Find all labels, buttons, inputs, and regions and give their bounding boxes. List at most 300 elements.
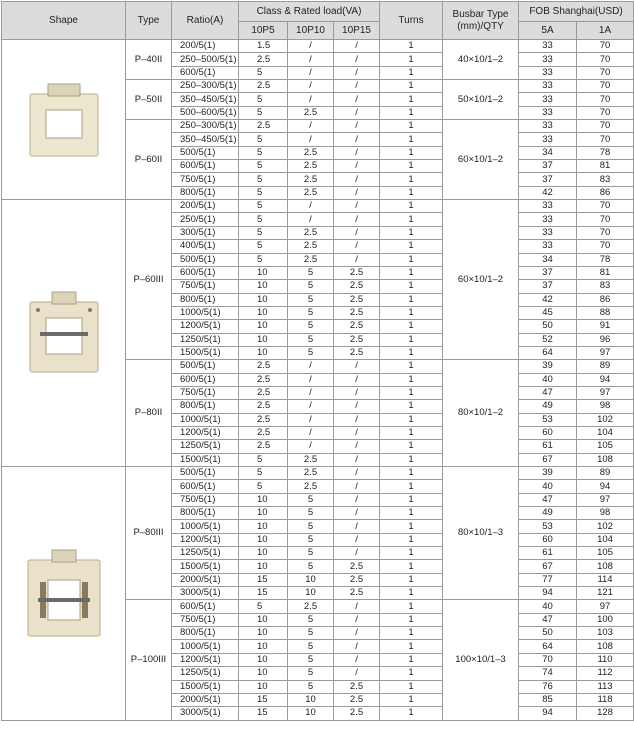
ratio-cell: 600/5(1) bbox=[172, 480, 239, 493]
ratio-cell: 1250/5(1) bbox=[172, 440, 239, 453]
turns-cell: 1 bbox=[380, 93, 443, 106]
turns-cell: 1 bbox=[380, 346, 443, 359]
fob-5a-cell: 33 bbox=[519, 226, 577, 239]
class-10p10-cell: 5 bbox=[288, 493, 334, 506]
class-10p5-cell: 5 bbox=[239, 93, 288, 106]
turns-cell: 1 bbox=[380, 400, 443, 413]
class-10p15-cell: / bbox=[334, 40, 380, 53]
class-10p15-cell: / bbox=[334, 533, 380, 546]
shape-image-cell bbox=[2, 200, 126, 467]
fob-5a-cell: 39 bbox=[519, 360, 577, 373]
class-10p10-cell: 2.5 bbox=[288, 480, 334, 493]
class-10p15-cell: 2.5 bbox=[334, 293, 380, 306]
fob-1a-cell: 105 bbox=[577, 547, 634, 560]
class-10p5-cell: 10 bbox=[239, 266, 288, 279]
turns-cell: 1 bbox=[380, 200, 443, 213]
fob-5a-cell: 67 bbox=[519, 560, 577, 573]
class-10p15-cell: / bbox=[334, 426, 380, 439]
class-10p10-cell: 2.5 bbox=[288, 253, 334, 266]
class-10p10-cell: / bbox=[288, 40, 334, 53]
ratio-cell: 300/5(1) bbox=[172, 226, 239, 239]
ct-small-image bbox=[2, 72, 125, 167]
class-10p5-cell: 10 bbox=[239, 333, 288, 346]
ratio-cell: 3000/5(1) bbox=[172, 587, 239, 600]
class-10p10-cell: 5 bbox=[288, 333, 334, 346]
table-row bbox=[2, 40, 634, 53]
class-10p15-cell: / bbox=[334, 493, 380, 506]
fob-5a-cell: 37 bbox=[519, 280, 577, 293]
class-10p15-cell: / bbox=[334, 106, 380, 119]
class-10p10-cell: / bbox=[288, 400, 334, 413]
class-10p10-cell: / bbox=[288, 213, 334, 226]
turns-cell: 1 bbox=[380, 186, 443, 199]
class-10p5-cell: 5 bbox=[239, 133, 288, 146]
fob-5a-cell: 42 bbox=[519, 293, 577, 306]
class-10p15-cell: / bbox=[334, 226, 380, 239]
class-10p5-cell: 10 bbox=[239, 613, 288, 626]
class-10p15-cell: / bbox=[334, 213, 380, 226]
fob-1a-cell: 96 bbox=[577, 333, 634, 346]
class-10p15-cell: 2.5 bbox=[334, 680, 380, 693]
fob-5a-cell: 94 bbox=[519, 587, 577, 600]
class-10p10-cell: 5 bbox=[288, 547, 334, 560]
class-10p15-cell: / bbox=[334, 160, 380, 173]
header-10p5: 10P5 bbox=[239, 22, 288, 40]
fob-5a-cell: 67 bbox=[519, 453, 577, 466]
turns-cell: 1 bbox=[380, 373, 443, 386]
header-type: Type bbox=[126, 2, 172, 40]
fob-1a-cell: 98 bbox=[577, 400, 634, 413]
turns-cell: 1 bbox=[380, 426, 443, 439]
fob-5a-cell: 50 bbox=[519, 627, 577, 640]
ratio-cell: 1250/5(1) bbox=[172, 333, 239, 346]
fob-1a-cell: 98 bbox=[577, 507, 634, 520]
fob-5a-cell: 33 bbox=[519, 200, 577, 213]
fob-5a-cell: 37 bbox=[519, 160, 577, 173]
turns-cell: 1 bbox=[380, 173, 443, 186]
fob-5a-cell: 42 bbox=[519, 186, 577, 199]
ratio-cell: 3000/5(1) bbox=[172, 707, 239, 720]
fob-1a-cell: 97 bbox=[577, 386, 634, 399]
fob-5a-cell: 52 bbox=[519, 333, 577, 346]
fob-1a-cell: 70 bbox=[577, 80, 634, 93]
turns-cell: 1 bbox=[380, 40, 443, 53]
ratio-cell: 500/5(1) bbox=[172, 360, 239, 373]
class-10p10-cell: 2.5 bbox=[288, 160, 334, 173]
class-10p15-cell: / bbox=[334, 200, 380, 213]
class-10p10-cell: 2.5 bbox=[288, 240, 334, 253]
class-10p15-cell: / bbox=[334, 400, 380, 413]
turns-cell: 1 bbox=[380, 707, 443, 720]
ratio-cell: 250–300/5(1) bbox=[172, 80, 239, 93]
fob-1a-cell: 97 bbox=[577, 346, 634, 359]
class-10p5-cell: 5 bbox=[239, 253, 288, 266]
ratio-cell: 800/5(1) bbox=[172, 507, 239, 520]
class-10p5-cell: 2.5 bbox=[239, 373, 288, 386]
class-10p15-cell: 2.5 bbox=[334, 560, 380, 573]
ratio-cell: 800/5(1) bbox=[172, 627, 239, 640]
class-10p15-cell: / bbox=[334, 667, 380, 680]
class-10p5-cell: 10 bbox=[239, 280, 288, 293]
turns-cell: 1 bbox=[380, 693, 443, 706]
fob-1a-cell: 102 bbox=[577, 413, 634, 426]
fob-1a-cell: 94 bbox=[577, 480, 634, 493]
class-10p5-cell: 10 bbox=[239, 547, 288, 560]
turns-cell: 1 bbox=[380, 587, 443, 600]
class-10p10-cell: / bbox=[288, 440, 334, 453]
turns-cell: 1 bbox=[380, 360, 443, 373]
ratio-cell: 1200/5(1) bbox=[172, 426, 239, 439]
fob-1a-cell: 104 bbox=[577, 426, 634, 439]
fob-5a-cell: 33 bbox=[519, 120, 577, 133]
turns-cell: 1 bbox=[380, 106, 443, 119]
turns-cell: 1 bbox=[380, 520, 443, 533]
table-row bbox=[2, 467, 634, 480]
fob-1a-cell: 70 bbox=[577, 106, 634, 119]
ratio-cell: 1500/5(1) bbox=[172, 680, 239, 693]
class-10p15-cell: 2.5 bbox=[334, 306, 380, 319]
header-class-load: Class & Rated load(VA) bbox=[239, 2, 380, 22]
turns-cell: 1 bbox=[380, 146, 443, 159]
busbar-cell: 60×10/1–2 bbox=[443, 200, 519, 360]
class-10p5-cell: 5 bbox=[239, 240, 288, 253]
class-10p15-cell: / bbox=[334, 640, 380, 653]
class-10p5-cell: 10 bbox=[239, 560, 288, 573]
fob-5a-cell: 33 bbox=[519, 80, 577, 93]
turns-cell: 1 bbox=[380, 280, 443, 293]
shape-image-cell bbox=[2, 40, 126, 200]
turns-cell: 1 bbox=[380, 333, 443, 346]
fob-5a-cell: 33 bbox=[519, 240, 577, 253]
fob-1a-cell: 97 bbox=[577, 493, 634, 506]
busbar-cell: 100×10/1–3 bbox=[443, 600, 519, 720]
class-10p15-cell: / bbox=[334, 66, 380, 79]
class-10p15-cell: / bbox=[334, 386, 380, 399]
turns-cell: 1 bbox=[380, 133, 443, 146]
fob-1a-cell: 97 bbox=[577, 600, 634, 613]
fob-5a-cell: 53 bbox=[519, 413, 577, 426]
turns-cell: 1 bbox=[380, 600, 443, 613]
ratio-cell: 250–300/5(1) bbox=[172, 120, 239, 133]
class-10p5-cell: 2.5 bbox=[239, 53, 288, 66]
class-10p5-cell: 5 bbox=[239, 200, 288, 213]
turns-cell: 1 bbox=[380, 413, 443, 426]
class-10p5-cell: 2.5 bbox=[239, 400, 288, 413]
fob-1a-cell: 78 bbox=[577, 146, 634, 159]
fob-5a-cell: 33 bbox=[519, 53, 577, 66]
fob-5a-cell: 45 bbox=[519, 306, 577, 319]
class-10p5-cell: 5 bbox=[239, 226, 288, 239]
fob-1a-cell: 78 bbox=[577, 253, 634, 266]
fob-1a-cell: 108 bbox=[577, 453, 634, 466]
fob-5a-cell: 61 bbox=[519, 547, 577, 560]
fob-1a-cell: 110 bbox=[577, 653, 634, 666]
ratio-cell: 250–500/5(1) bbox=[172, 53, 239, 66]
fob-1a-cell: 105 bbox=[577, 440, 634, 453]
class-10p10-cell: 5 bbox=[288, 280, 334, 293]
turns-cell: 1 bbox=[380, 386, 443, 399]
class-10p5-cell: 10 bbox=[239, 320, 288, 333]
fob-1a-cell: 70 bbox=[577, 240, 634, 253]
class-10p5-cell: 10 bbox=[239, 520, 288, 533]
busbar-cell: 60×10/1–2 bbox=[443, 120, 519, 200]
fob-5a-cell: 33 bbox=[519, 133, 577, 146]
class-10p10-cell: 5 bbox=[288, 266, 334, 279]
turns-cell: 1 bbox=[380, 66, 443, 79]
class-10p5-cell: 10 bbox=[239, 627, 288, 640]
fob-1a-cell: 104 bbox=[577, 533, 634, 546]
fob-1a-cell: 91 bbox=[577, 320, 634, 333]
class-10p5-cell: 5 bbox=[239, 66, 288, 79]
ratio-cell: 1000/5(1) bbox=[172, 640, 239, 653]
class-10p5-cell: 5 bbox=[239, 186, 288, 199]
class-10p10-cell: 5 bbox=[288, 320, 334, 333]
class-10p15-cell: 2.5 bbox=[334, 280, 380, 293]
fob-5a-cell: 77 bbox=[519, 573, 577, 586]
class-10p10-cell: / bbox=[288, 386, 334, 399]
class-10p10-cell: 10 bbox=[288, 587, 334, 600]
fob-1a-cell: 70 bbox=[577, 120, 634, 133]
fob-1a-cell: 70 bbox=[577, 200, 634, 213]
class-10p5-cell: 2.5 bbox=[239, 386, 288, 399]
fob-1a-cell: 83 bbox=[577, 173, 634, 186]
ratio-cell: 1000/5(1) bbox=[172, 306, 239, 319]
class-10p5-cell: 2.5 bbox=[239, 80, 288, 93]
fob-1a-cell: 83 bbox=[577, 280, 634, 293]
class-10p10-cell: / bbox=[288, 120, 334, 133]
fob-5a-cell: 34 bbox=[519, 146, 577, 159]
class-10p5-cell: 1.5 bbox=[239, 40, 288, 53]
ratio-cell: 1200/5(1) bbox=[172, 320, 239, 333]
turns-cell: 1 bbox=[380, 120, 443, 133]
class-10p5-cell: 15 bbox=[239, 587, 288, 600]
ratio-cell: 500/5(1) bbox=[172, 146, 239, 159]
class-10p15-cell: / bbox=[334, 413, 380, 426]
class-10p10-cell: / bbox=[288, 373, 334, 386]
fob-5a-cell: 33 bbox=[519, 106, 577, 119]
fob-1a-cell: 113 bbox=[577, 680, 634, 693]
ratio-cell: 1250/5(1) bbox=[172, 667, 239, 680]
class-10p15-cell: / bbox=[334, 613, 380, 626]
class-10p10-cell: / bbox=[288, 93, 334, 106]
class-10p10-cell: 2.5 bbox=[288, 186, 334, 199]
ratio-cell: 750/5(1) bbox=[172, 493, 239, 506]
turns-cell: 1 bbox=[380, 53, 443, 66]
ratio-cell: 750/5(1) bbox=[172, 173, 239, 186]
fob-1a-cell: 81 bbox=[577, 266, 634, 279]
ratio-cell: 1500/5(1) bbox=[172, 560, 239, 573]
class-10p5-cell: 15 bbox=[239, 573, 288, 586]
fob-5a-cell: 33 bbox=[519, 93, 577, 106]
class-10p5-cell: 2.5 bbox=[239, 413, 288, 426]
ratio-cell: 1200/5(1) bbox=[172, 653, 239, 666]
fob-1a-cell: 112 bbox=[577, 667, 634, 680]
fob-1a-cell: 70 bbox=[577, 93, 634, 106]
class-10p15-cell: / bbox=[334, 440, 380, 453]
fob-5a-cell: 40 bbox=[519, 373, 577, 386]
class-10p15-cell: / bbox=[334, 653, 380, 666]
header-shape: Shape bbox=[2, 2, 126, 40]
class-10p10-cell: 5 bbox=[288, 507, 334, 520]
header-busbar: Busbar Type (mm)/QTY bbox=[443, 2, 519, 40]
fob-5a-cell: 94 bbox=[519, 707, 577, 720]
header-fob-5a: 5A bbox=[519, 22, 577, 40]
class-10p10-cell: / bbox=[288, 360, 334, 373]
fob-1a-cell: 81 bbox=[577, 160, 634, 173]
class-10p10-cell: 5 bbox=[288, 667, 334, 680]
class-10p15-cell: / bbox=[334, 80, 380, 93]
class-10p10-cell: 5 bbox=[288, 306, 334, 319]
header-10p15: 10P15 bbox=[334, 22, 380, 40]
class-10p5-cell: 5 bbox=[239, 213, 288, 226]
type-cell: P–50II bbox=[126, 80, 172, 120]
class-10p15-cell: / bbox=[334, 360, 380, 373]
class-10p15-cell: 2.5 bbox=[334, 587, 380, 600]
class-10p15-cell: 2.5 bbox=[334, 346, 380, 359]
class-10p5-cell: 15 bbox=[239, 693, 288, 706]
fob-1a-cell: 108 bbox=[577, 560, 634, 573]
class-10p15-cell: / bbox=[334, 600, 380, 613]
ratio-cell: 1000/5(1) bbox=[172, 520, 239, 533]
class-10p10-cell: 5 bbox=[288, 613, 334, 626]
fob-1a-cell: 118 bbox=[577, 693, 634, 706]
turns-cell: 1 bbox=[380, 573, 443, 586]
ratio-cell: 1000/5(1) bbox=[172, 413, 239, 426]
turns-cell: 1 bbox=[380, 560, 443, 573]
type-cell: P–60III bbox=[126, 200, 172, 360]
class-10p10-cell: / bbox=[288, 200, 334, 213]
fob-1a-cell: 70 bbox=[577, 226, 634, 239]
ratio-cell: 350–450/5(1) bbox=[172, 133, 239, 146]
turns-cell: 1 bbox=[380, 680, 443, 693]
turns-cell: 1 bbox=[380, 547, 443, 560]
ratio-cell: 600/5(1) bbox=[172, 266, 239, 279]
class-10p15-cell: / bbox=[334, 93, 380, 106]
fob-5a-cell: 37 bbox=[519, 173, 577, 186]
class-10p15-cell: / bbox=[334, 453, 380, 466]
class-10p5-cell: 10 bbox=[239, 493, 288, 506]
class-10p5-cell: 2.5 bbox=[239, 440, 288, 453]
class-10p5-cell: 2.5 bbox=[239, 360, 288, 373]
turns-cell: 1 bbox=[380, 493, 443, 506]
class-10p5-cell: 2.5 bbox=[239, 426, 288, 439]
ratio-cell: 800/5(1) bbox=[172, 186, 239, 199]
ratio-cell: 1250/5(1) bbox=[172, 547, 239, 560]
fob-5a-cell: 60 bbox=[519, 533, 577, 546]
type-cell: P–80III bbox=[126, 467, 172, 600]
fob-5a-cell: 74 bbox=[519, 667, 577, 680]
turns-cell: 1 bbox=[380, 467, 443, 480]
class-10p15-cell: / bbox=[334, 547, 380, 560]
class-10p15-cell: / bbox=[334, 120, 380, 133]
class-10p5-cell: 5 bbox=[239, 480, 288, 493]
class-10p10-cell: 2.5 bbox=[288, 600, 334, 613]
class-10p15-cell: 2.5 bbox=[334, 693, 380, 706]
busbar-cell: 50×10/1–2 bbox=[443, 80, 519, 120]
fob-5a-cell: 47 bbox=[519, 386, 577, 399]
header-fob: FOB Shanghai(USD) bbox=[519, 2, 634, 22]
class-10p5-cell: 10 bbox=[239, 667, 288, 680]
busbar-cell: 80×10/1–3 bbox=[443, 467, 519, 600]
fob-5a-cell: 40 bbox=[519, 480, 577, 493]
class-10p10-cell: 5 bbox=[288, 680, 334, 693]
fob-5a-cell: 47 bbox=[519, 613, 577, 626]
class-10p5-cell: 2.5 bbox=[239, 120, 288, 133]
class-10p15-cell: / bbox=[334, 467, 380, 480]
class-10p5-cell: 5 bbox=[239, 146, 288, 159]
ratio-cell: 1500/5(1) bbox=[172, 346, 239, 359]
fob-1a-cell: 108 bbox=[577, 640, 634, 653]
class-10p10-cell: 2.5 bbox=[288, 226, 334, 239]
ratio-cell: 800/5(1) bbox=[172, 400, 239, 413]
class-10p10-cell: 10 bbox=[288, 693, 334, 706]
fob-5a-cell: 61 bbox=[519, 440, 577, 453]
class-10p10-cell: 2.5 bbox=[288, 173, 334, 186]
ratio-cell: 600/5(1) bbox=[172, 373, 239, 386]
header-ratio: Ratio(A) bbox=[172, 2, 239, 40]
turns-cell: 1 bbox=[380, 80, 443, 93]
ratio-cell: 800/5(1) bbox=[172, 293, 239, 306]
turns-cell: 1 bbox=[380, 320, 443, 333]
fob-5a-cell: 85 bbox=[519, 693, 577, 706]
class-10p10-cell: / bbox=[288, 53, 334, 66]
ratio-cell: 2000/5(1) bbox=[172, 573, 239, 586]
class-10p15-cell: / bbox=[334, 146, 380, 159]
ratio-cell: 500–600/5(1) bbox=[172, 106, 239, 119]
turns-cell: 1 bbox=[380, 160, 443, 173]
class-10p10-cell: 5 bbox=[288, 560, 334, 573]
turns-cell: 1 bbox=[380, 667, 443, 680]
turns-cell: 1 bbox=[380, 226, 443, 239]
fob-1a-cell: 128 bbox=[577, 707, 634, 720]
class-10p10-cell: 5 bbox=[288, 627, 334, 640]
table-row bbox=[2, 200, 634, 213]
class-10p5-cell: 10 bbox=[239, 680, 288, 693]
fob-1a-cell: 114 bbox=[577, 573, 634, 586]
fob-1a-cell: 70 bbox=[577, 53, 634, 66]
fob-5a-cell: 70 bbox=[519, 653, 577, 666]
ratio-cell: 600/5(1) bbox=[172, 600, 239, 613]
header-10p10: 10P10 bbox=[288, 22, 334, 40]
class-10p15-cell: / bbox=[334, 627, 380, 640]
class-10p10-cell: 5 bbox=[288, 520, 334, 533]
class-10p15-cell: / bbox=[334, 373, 380, 386]
fob-1a-cell: 70 bbox=[577, 66, 634, 79]
class-10p15-cell: / bbox=[334, 253, 380, 266]
turns-cell: 1 bbox=[380, 627, 443, 640]
fob-1a-cell: 102 bbox=[577, 520, 634, 533]
ratio-cell: 500/5(1) bbox=[172, 253, 239, 266]
turns-cell: 1 bbox=[380, 453, 443, 466]
class-10p15-cell: / bbox=[334, 507, 380, 520]
class-10p5-cell: 5 bbox=[239, 173, 288, 186]
class-10p5-cell: 5 bbox=[239, 467, 288, 480]
class-10p5-cell: 5 bbox=[239, 160, 288, 173]
fob-1a-cell: 103 bbox=[577, 627, 634, 640]
class-10p10-cell: 2.5 bbox=[288, 453, 334, 466]
class-10p5-cell: 10 bbox=[239, 533, 288, 546]
class-10p10-cell: 10 bbox=[288, 707, 334, 720]
turns-cell: 1 bbox=[380, 293, 443, 306]
turns-cell: 1 bbox=[380, 213, 443, 226]
class-10p10-cell: / bbox=[288, 80, 334, 93]
turns-cell: 1 bbox=[380, 640, 443, 653]
fob-5a-cell: 64 bbox=[519, 640, 577, 653]
class-10p15-cell: / bbox=[334, 53, 380, 66]
ratio-cell: 600/5(1) bbox=[172, 66, 239, 79]
fob-5a-cell: 60 bbox=[519, 426, 577, 439]
class-10p10-cell: / bbox=[288, 413, 334, 426]
